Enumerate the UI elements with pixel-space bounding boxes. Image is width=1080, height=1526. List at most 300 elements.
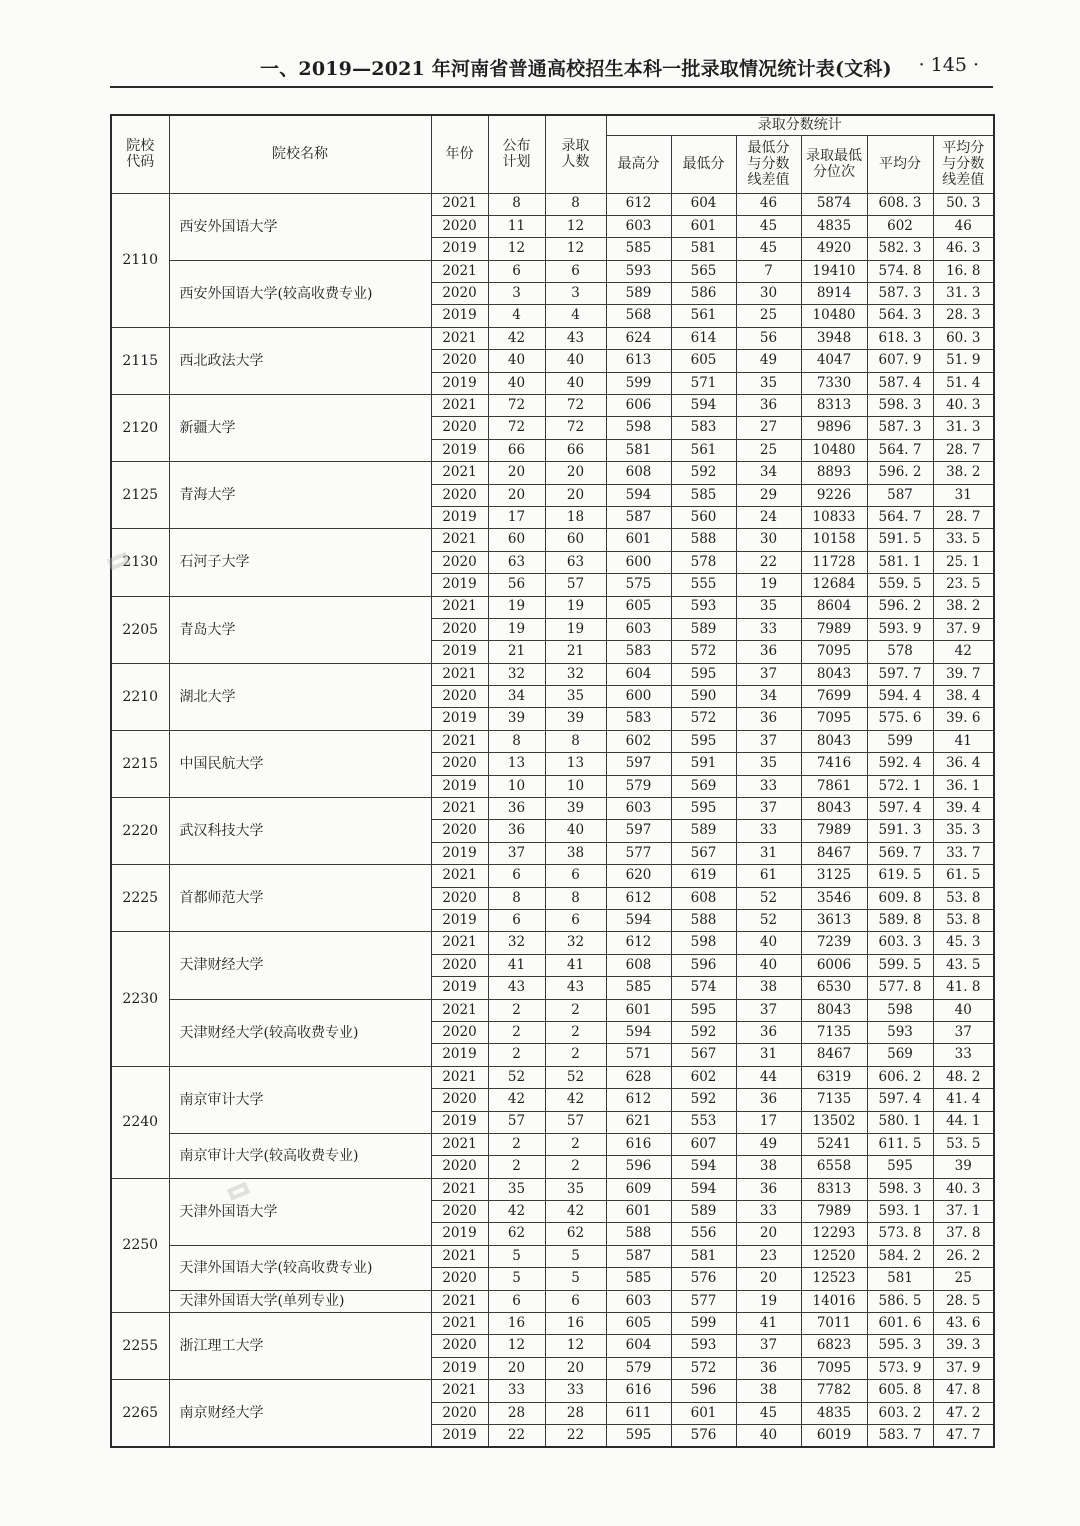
- cell-min: 589: [671, 1201, 736, 1223]
- cell-min-diff: 45: [736, 215, 801, 237]
- cell-plan: 37: [488, 842, 545, 864]
- cell-avg-diff: 42: [933, 641, 994, 663]
- cell-min: 595: [671, 999, 736, 1021]
- cell-min: 555: [671, 574, 736, 596]
- cell-min-diff: 37: [736, 663, 801, 685]
- cell-admitted: 5: [545, 1268, 606, 1290]
- cell-avg: 587. 4: [867, 372, 933, 394]
- cell-admitted: 72: [545, 417, 606, 439]
- cell-admitted: 63: [545, 551, 606, 573]
- header-code: 院校 代码: [111, 115, 169, 193]
- cell-year: 2021: [431, 730, 488, 752]
- cell-year: 2019: [431, 439, 488, 461]
- cell-admitted: 62: [545, 1223, 606, 1245]
- school-name: 天津外国语大学(较高收费专业): [169, 1245, 431, 1290]
- cell-max: 603: [606, 215, 671, 237]
- cell-max: 612: [606, 193, 671, 215]
- cell-avg: 564. 3: [867, 305, 933, 327]
- cell-admitted: 4: [545, 305, 606, 327]
- cell-min: 595: [671, 798, 736, 820]
- cell-admitted: 3: [545, 283, 606, 305]
- cell-admitted: 2: [545, 1133, 606, 1155]
- table-row: [111, 865, 994, 887]
- cell-year: 2019: [431, 372, 488, 394]
- cell-avg-diff: 44. 1: [933, 1111, 994, 1133]
- school-code: 2115: [111, 327, 169, 394]
- cell-plan: 40: [488, 350, 545, 372]
- page-title: 一、2019—2021 年河南省普通高校招生本科一批录取情况统计表(文科): [260, 58, 892, 80]
- cell-year: 2020: [431, 686, 488, 708]
- cell-avg-diff: 36. 4: [933, 753, 994, 775]
- cell-year: 2020: [431, 551, 488, 573]
- cell-admitted: 38: [545, 842, 606, 864]
- cell-min-rank: 12523: [801, 1268, 867, 1290]
- cell-min-rank: 9226: [801, 484, 867, 506]
- cell-min-rank: 4835: [801, 1402, 867, 1424]
- cell-min-diff: 38: [736, 1156, 801, 1178]
- cell-plan: 39: [488, 708, 545, 730]
- cell-min-diff: 24: [736, 506, 801, 528]
- cell-year: 2020: [431, 753, 488, 775]
- cell-min: 572: [671, 1357, 736, 1379]
- cell-avg: 597. 4: [867, 798, 933, 820]
- cell-plan: 13: [488, 753, 545, 775]
- header-max: 最高分: [606, 135, 671, 193]
- cell-min: 592: [671, 1089, 736, 1111]
- cell-min-rank: 7135: [801, 1089, 867, 1111]
- cell-year: 2019: [431, 842, 488, 864]
- header-name: 院校名称: [169, 115, 431, 193]
- cell-max: 608: [606, 954, 671, 976]
- cell-avg-diff: 40: [933, 999, 994, 1021]
- school-code: 2110: [111, 193, 169, 327]
- cell-plan: 52: [488, 1066, 545, 1088]
- cell-max: 579: [606, 1357, 671, 1379]
- cell-plan: 32: [488, 663, 545, 685]
- cell-admitted: 12: [545, 238, 606, 260]
- cell-min-rank: 10833: [801, 506, 867, 528]
- cell-avg-diff: 40. 3: [933, 395, 994, 417]
- cell-avg: 597. 7: [867, 663, 933, 685]
- cell-min-diff: 35: [736, 372, 801, 394]
- school-code: 2130: [111, 529, 169, 596]
- cell-admitted: 66: [545, 439, 606, 461]
- cell-year: 2020: [431, 1156, 488, 1178]
- cell-admitted: 6: [545, 865, 606, 887]
- cell-year: 2019: [431, 1111, 488, 1133]
- cell-min-diff: 30: [736, 283, 801, 305]
- cell-year: 2019: [431, 910, 488, 932]
- cell-plan: 20: [488, 1357, 545, 1379]
- cell-avg-diff: 38. 2: [933, 596, 994, 618]
- cell-min-diff: 20: [736, 1268, 801, 1290]
- cell-min-rank: 8043: [801, 798, 867, 820]
- cell-min: 572: [671, 641, 736, 663]
- cell-min-diff: 35: [736, 596, 801, 618]
- cell-plan: 10: [488, 775, 545, 797]
- table-row: [111, 596, 994, 618]
- cell-min-rank: 8043: [801, 730, 867, 752]
- cell-avg: 595: [867, 1156, 933, 1178]
- cell-max: 579: [606, 775, 671, 797]
- cell-min-diff: 36: [736, 641, 801, 663]
- cell-avg-diff: 43. 5: [933, 954, 994, 976]
- cell-min-rank: 8043: [801, 999, 867, 1021]
- cell-plan: 4: [488, 305, 545, 327]
- cell-avg: 575. 6: [867, 708, 933, 730]
- cell-max: 585: [606, 1268, 671, 1290]
- cell-min: 572: [671, 708, 736, 730]
- cell-year: 2020: [431, 350, 488, 372]
- table-row: [111, 798, 994, 820]
- cell-admitted: 21: [545, 641, 606, 663]
- cell-max: 585: [606, 238, 671, 260]
- cell-min: 553: [671, 1111, 736, 1133]
- cell-plan: 63: [488, 551, 545, 573]
- cell-min-rank: 14016: [801, 1290, 867, 1312]
- cell-avg: 597. 4: [867, 1089, 933, 1111]
- cell-min: 593: [671, 596, 736, 618]
- cell-admitted: 40: [545, 350, 606, 372]
- cell-avg: 572. 1: [867, 775, 933, 797]
- school-code: 2220: [111, 798, 169, 865]
- cell-avg: 587. 3: [867, 417, 933, 439]
- cell-admitted: 8: [545, 887, 606, 909]
- cell-max: 603: [606, 798, 671, 820]
- cell-plan: 16: [488, 1313, 545, 1335]
- table-row: [111, 1178, 994, 1200]
- cell-plan: 12: [488, 1335, 545, 1357]
- cell-min: 614: [671, 327, 736, 349]
- cell-year: 2019: [431, 775, 488, 797]
- cell-avg-diff: 37: [933, 1021, 994, 1043]
- cell-plan: 72: [488, 417, 545, 439]
- cell-min: 578: [671, 551, 736, 573]
- cell-avg: 583. 7: [867, 1424, 933, 1446]
- cell-year: 2020: [431, 417, 488, 439]
- cell-year: 2021: [431, 193, 488, 215]
- cell-admitted: 43: [545, 327, 606, 349]
- cell-admitted: 18: [545, 506, 606, 528]
- cell-plan: 6: [488, 910, 545, 932]
- cell-admitted: 6: [545, 1290, 606, 1312]
- cell-min: 596: [671, 1380, 736, 1402]
- cell-avg-diff: 43. 6: [933, 1313, 994, 1335]
- school-name: 青海大学: [169, 462, 431, 529]
- page-number: · 145 ·: [918, 54, 979, 76]
- table-row: [111, 663, 994, 685]
- table-row: [111, 395, 994, 417]
- cell-year: 2021: [431, 1380, 488, 1402]
- cell-min: 602: [671, 1066, 736, 1088]
- cell-avg-diff: 28. 3: [933, 305, 994, 327]
- cell-max: 587: [606, 1245, 671, 1267]
- cell-avg-diff: 53. 5: [933, 1133, 994, 1155]
- cell-year: 2021: [431, 1066, 488, 1088]
- cell-plan: 66: [488, 439, 545, 461]
- cell-plan: 2: [488, 999, 545, 1021]
- cell-min: 571: [671, 372, 736, 394]
- cell-admitted: 16: [545, 1313, 606, 1335]
- cell-year: 2020: [431, 484, 488, 506]
- cell-min-rank: 4920: [801, 238, 867, 260]
- cell-max: 603: [606, 1290, 671, 1312]
- cell-avg-diff: 51. 4: [933, 372, 994, 394]
- cell-plan: 2: [488, 1044, 545, 1066]
- cell-year: 2019: [431, 1044, 488, 1066]
- cell-min: 599: [671, 1313, 736, 1335]
- cell-avg: 619. 5: [867, 865, 933, 887]
- cell-admitted: 32: [545, 932, 606, 954]
- school-name: 天津外国语大学: [169, 1178, 431, 1245]
- cell-avg-diff: 31. 3: [933, 417, 994, 439]
- school-code: 2225: [111, 865, 169, 932]
- cell-max: 609: [606, 1178, 671, 1200]
- cell-avg: 564. 7: [867, 439, 933, 461]
- cell-avg: 603. 2: [867, 1402, 933, 1424]
- school-code: 2265: [111, 1380, 169, 1447]
- school-name: 天津外国语大学(单列专业): [169, 1290, 431, 1312]
- cell-min-rank: 6019: [801, 1424, 867, 1446]
- cell-admitted: 41: [545, 954, 606, 976]
- table-row: [111, 462, 994, 484]
- table-row: [111, 260, 994, 282]
- cell-min-rank: 3546: [801, 887, 867, 909]
- cell-max: 587: [606, 506, 671, 528]
- cell-avg: 596. 2: [867, 462, 933, 484]
- school-name: 新疆大学: [169, 395, 431, 462]
- cell-min-rank: 3948: [801, 327, 867, 349]
- cell-year: 2021: [431, 1133, 488, 1155]
- cell-max: 601: [606, 529, 671, 551]
- cell-min-diff: 36: [736, 1178, 801, 1200]
- cell-year: 2021: [431, 596, 488, 618]
- cell-min-rank: 11728: [801, 551, 867, 573]
- cell-avg-diff: 39. 6: [933, 708, 994, 730]
- cell-avg: 592. 4: [867, 753, 933, 775]
- cell-min-rank: 7989: [801, 618, 867, 640]
- cell-avg: 591. 5: [867, 529, 933, 551]
- cell-min-diff: 36: [736, 395, 801, 417]
- cell-avg-diff: 25. 1: [933, 551, 994, 573]
- cell-avg-diff: 36. 1: [933, 775, 994, 797]
- cell-year: 2020: [431, 1268, 488, 1290]
- cell-min: 608: [671, 887, 736, 909]
- cell-avg-diff: 37. 8: [933, 1223, 994, 1245]
- cell-max: 616: [606, 1380, 671, 1402]
- cell-avg-diff: 41. 8: [933, 977, 994, 999]
- cell-avg-diff: 51. 9: [933, 350, 994, 372]
- cell-min-diff: 27: [736, 417, 801, 439]
- cell-max: 594: [606, 910, 671, 932]
- cell-min-diff: 35: [736, 753, 801, 775]
- cell-plan: 42: [488, 1201, 545, 1223]
- cell-year: 2020: [431, 1335, 488, 1357]
- cell-admitted: 42: [545, 1201, 606, 1223]
- cell-avg-diff: 37. 9: [933, 1357, 994, 1379]
- cell-max: 595: [606, 1424, 671, 1446]
- cell-min-diff: 38: [736, 977, 801, 999]
- cell-avg-diff: 38. 2: [933, 462, 994, 484]
- cell-avg-diff: 53. 8: [933, 910, 994, 932]
- cell-min-rank: 6823: [801, 1335, 867, 1357]
- cell-min-diff: 45: [736, 1402, 801, 1424]
- school-code: 2255: [111, 1313, 169, 1380]
- cell-min-rank: 7095: [801, 708, 867, 730]
- cell-admitted: 57: [545, 574, 606, 596]
- cell-avg: 593. 1: [867, 1201, 933, 1223]
- cell-plan: 35: [488, 1178, 545, 1200]
- school-name: 武汉科技大学: [169, 798, 431, 865]
- cell-admitted: 2: [545, 1021, 606, 1043]
- cell-avg: 582. 3: [867, 238, 933, 260]
- cell-min-diff: 52: [736, 910, 801, 932]
- cell-year: 2020: [431, 283, 488, 305]
- header-min-diff: 最低分 与分数 线差值: [736, 135, 801, 193]
- cell-avg: 605. 8: [867, 1380, 933, 1402]
- cell-max: 597: [606, 753, 671, 775]
- cell-min: 591: [671, 753, 736, 775]
- cell-min: 605: [671, 350, 736, 372]
- cell-min: 592: [671, 462, 736, 484]
- cell-min-diff: 31: [736, 1044, 801, 1066]
- cell-min-rank: 5241: [801, 1133, 867, 1155]
- cell-year: 2019: [431, 506, 488, 528]
- table-row: [111, 327, 994, 349]
- school-code: 2210: [111, 663, 169, 730]
- school-name: 湖北大学: [169, 663, 431, 730]
- cell-min-rank: 12520: [801, 1245, 867, 1267]
- cell-avg: 564. 7: [867, 506, 933, 528]
- cell-min-diff: 40: [736, 954, 801, 976]
- school-code: 2250: [111, 1178, 169, 1312]
- cell-max: 583: [606, 641, 671, 663]
- cell-min-rank: 7989: [801, 820, 867, 842]
- cell-min-diff: 36: [736, 1357, 801, 1379]
- cell-year: 2021: [431, 395, 488, 417]
- cell-admitted: 8: [545, 193, 606, 215]
- cell-max: 602: [606, 730, 671, 752]
- cell-avg-diff: 61. 5: [933, 865, 994, 887]
- cell-max: 608: [606, 462, 671, 484]
- header-year: 年份: [431, 115, 488, 193]
- cell-plan: 34: [488, 686, 545, 708]
- cell-avg: 573. 8: [867, 1223, 933, 1245]
- school-name: 南京审计大学: [169, 1066, 431, 1133]
- cell-min-rank: 3613: [801, 910, 867, 932]
- cell-year: 2021: [431, 999, 488, 1021]
- cell-min-diff: 19: [736, 1290, 801, 1312]
- cell-year: 2019: [431, 977, 488, 999]
- table-row: [111, 932, 994, 954]
- cell-admitted: 28: [545, 1402, 606, 1424]
- cell-min-rank: 10480: [801, 305, 867, 327]
- cell-min-diff: 33: [736, 820, 801, 842]
- cell-min-diff: 37: [736, 730, 801, 752]
- cell-min-diff: 56: [736, 327, 801, 349]
- cell-avg: 598: [867, 999, 933, 1021]
- cell-avg: 593. 9: [867, 618, 933, 640]
- cell-max: 605: [606, 1313, 671, 1335]
- cell-min-rank: 6558: [801, 1156, 867, 1178]
- cell-year: 2019: [431, 305, 488, 327]
- cell-min: 569: [671, 775, 736, 797]
- cell-year: 2020: [431, 954, 488, 976]
- page-header: [110, 50, 993, 88]
- cell-min-diff: 61: [736, 865, 801, 887]
- cell-avg: 606. 2: [867, 1066, 933, 1088]
- cell-year: 2020: [431, 618, 488, 640]
- cell-avg: 601. 6: [867, 1313, 933, 1335]
- cell-max: 601: [606, 999, 671, 1021]
- header-min-rank: 录取最低 分位次: [801, 135, 867, 193]
- cell-max: 604: [606, 663, 671, 685]
- cell-min-diff: 23: [736, 1245, 801, 1267]
- cell-avg: 574. 8: [867, 260, 933, 282]
- cell-avg-diff: 33. 5: [933, 529, 994, 551]
- cell-max: 616: [606, 1133, 671, 1155]
- cell-min-diff: 36: [736, 708, 801, 730]
- cell-min-rank: 8467: [801, 842, 867, 864]
- cell-year: 2021: [431, 327, 488, 349]
- cell-min-diff: 36: [736, 1021, 801, 1043]
- school-code: 2240: [111, 1066, 169, 1178]
- table-row: [111, 193, 994, 215]
- school-name: 南京审计大学(较高收费专业): [169, 1133, 431, 1178]
- cell-plan: 21: [488, 641, 545, 663]
- cell-min-diff: 31: [736, 842, 801, 864]
- cell-admitted: 72: [545, 395, 606, 417]
- cell-min: 601: [671, 1402, 736, 1424]
- cell-min-rank: 8914: [801, 283, 867, 305]
- cell-year: 2020: [431, 820, 488, 842]
- cell-avg: 611. 5: [867, 1133, 933, 1155]
- header-plan: 公布 计划: [488, 115, 545, 193]
- cell-year: 2021: [431, 1178, 488, 1200]
- cell-min: 561: [671, 305, 736, 327]
- cell-min-rank: 6319: [801, 1066, 867, 1088]
- cell-max: 600: [606, 551, 671, 573]
- cell-min-diff: 38: [736, 1380, 801, 1402]
- cell-min-rank: 13502: [801, 1111, 867, 1133]
- cell-min: 567: [671, 1044, 736, 1066]
- cell-year: 2019: [431, 1223, 488, 1245]
- cell-min-diff: 49: [736, 1133, 801, 1155]
- cell-min: 595: [671, 663, 736, 685]
- cell-min-diff: 37: [736, 1335, 801, 1357]
- cell-max: 593: [606, 260, 671, 282]
- cell-min-rank: 10158: [801, 529, 867, 551]
- cell-admitted: 35: [545, 686, 606, 708]
- cell-year: 2019: [431, 1424, 488, 1446]
- cell-max: 597: [606, 820, 671, 842]
- school-code: 2120: [111, 395, 169, 462]
- cell-max: 568: [606, 305, 671, 327]
- cell-plan: 6: [488, 1290, 545, 1312]
- header-avg: 平均分: [867, 135, 933, 193]
- cell-avg-diff: 37. 1: [933, 1201, 994, 1223]
- cell-min: 567: [671, 842, 736, 864]
- cell-min-rank: 7416: [801, 753, 867, 775]
- school-name: 青岛大学: [169, 596, 431, 663]
- cell-admitted: 40: [545, 820, 606, 842]
- cell-min: 595: [671, 730, 736, 752]
- cell-min-rank: 6530: [801, 977, 867, 999]
- cell-min: 586: [671, 283, 736, 305]
- cell-avg-diff: 26. 2: [933, 1245, 994, 1267]
- cell-avg-diff: 38. 4: [933, 686, 994, 708]
- cell-avg-diff: 46. 3: [933, 238, 994, 260]
